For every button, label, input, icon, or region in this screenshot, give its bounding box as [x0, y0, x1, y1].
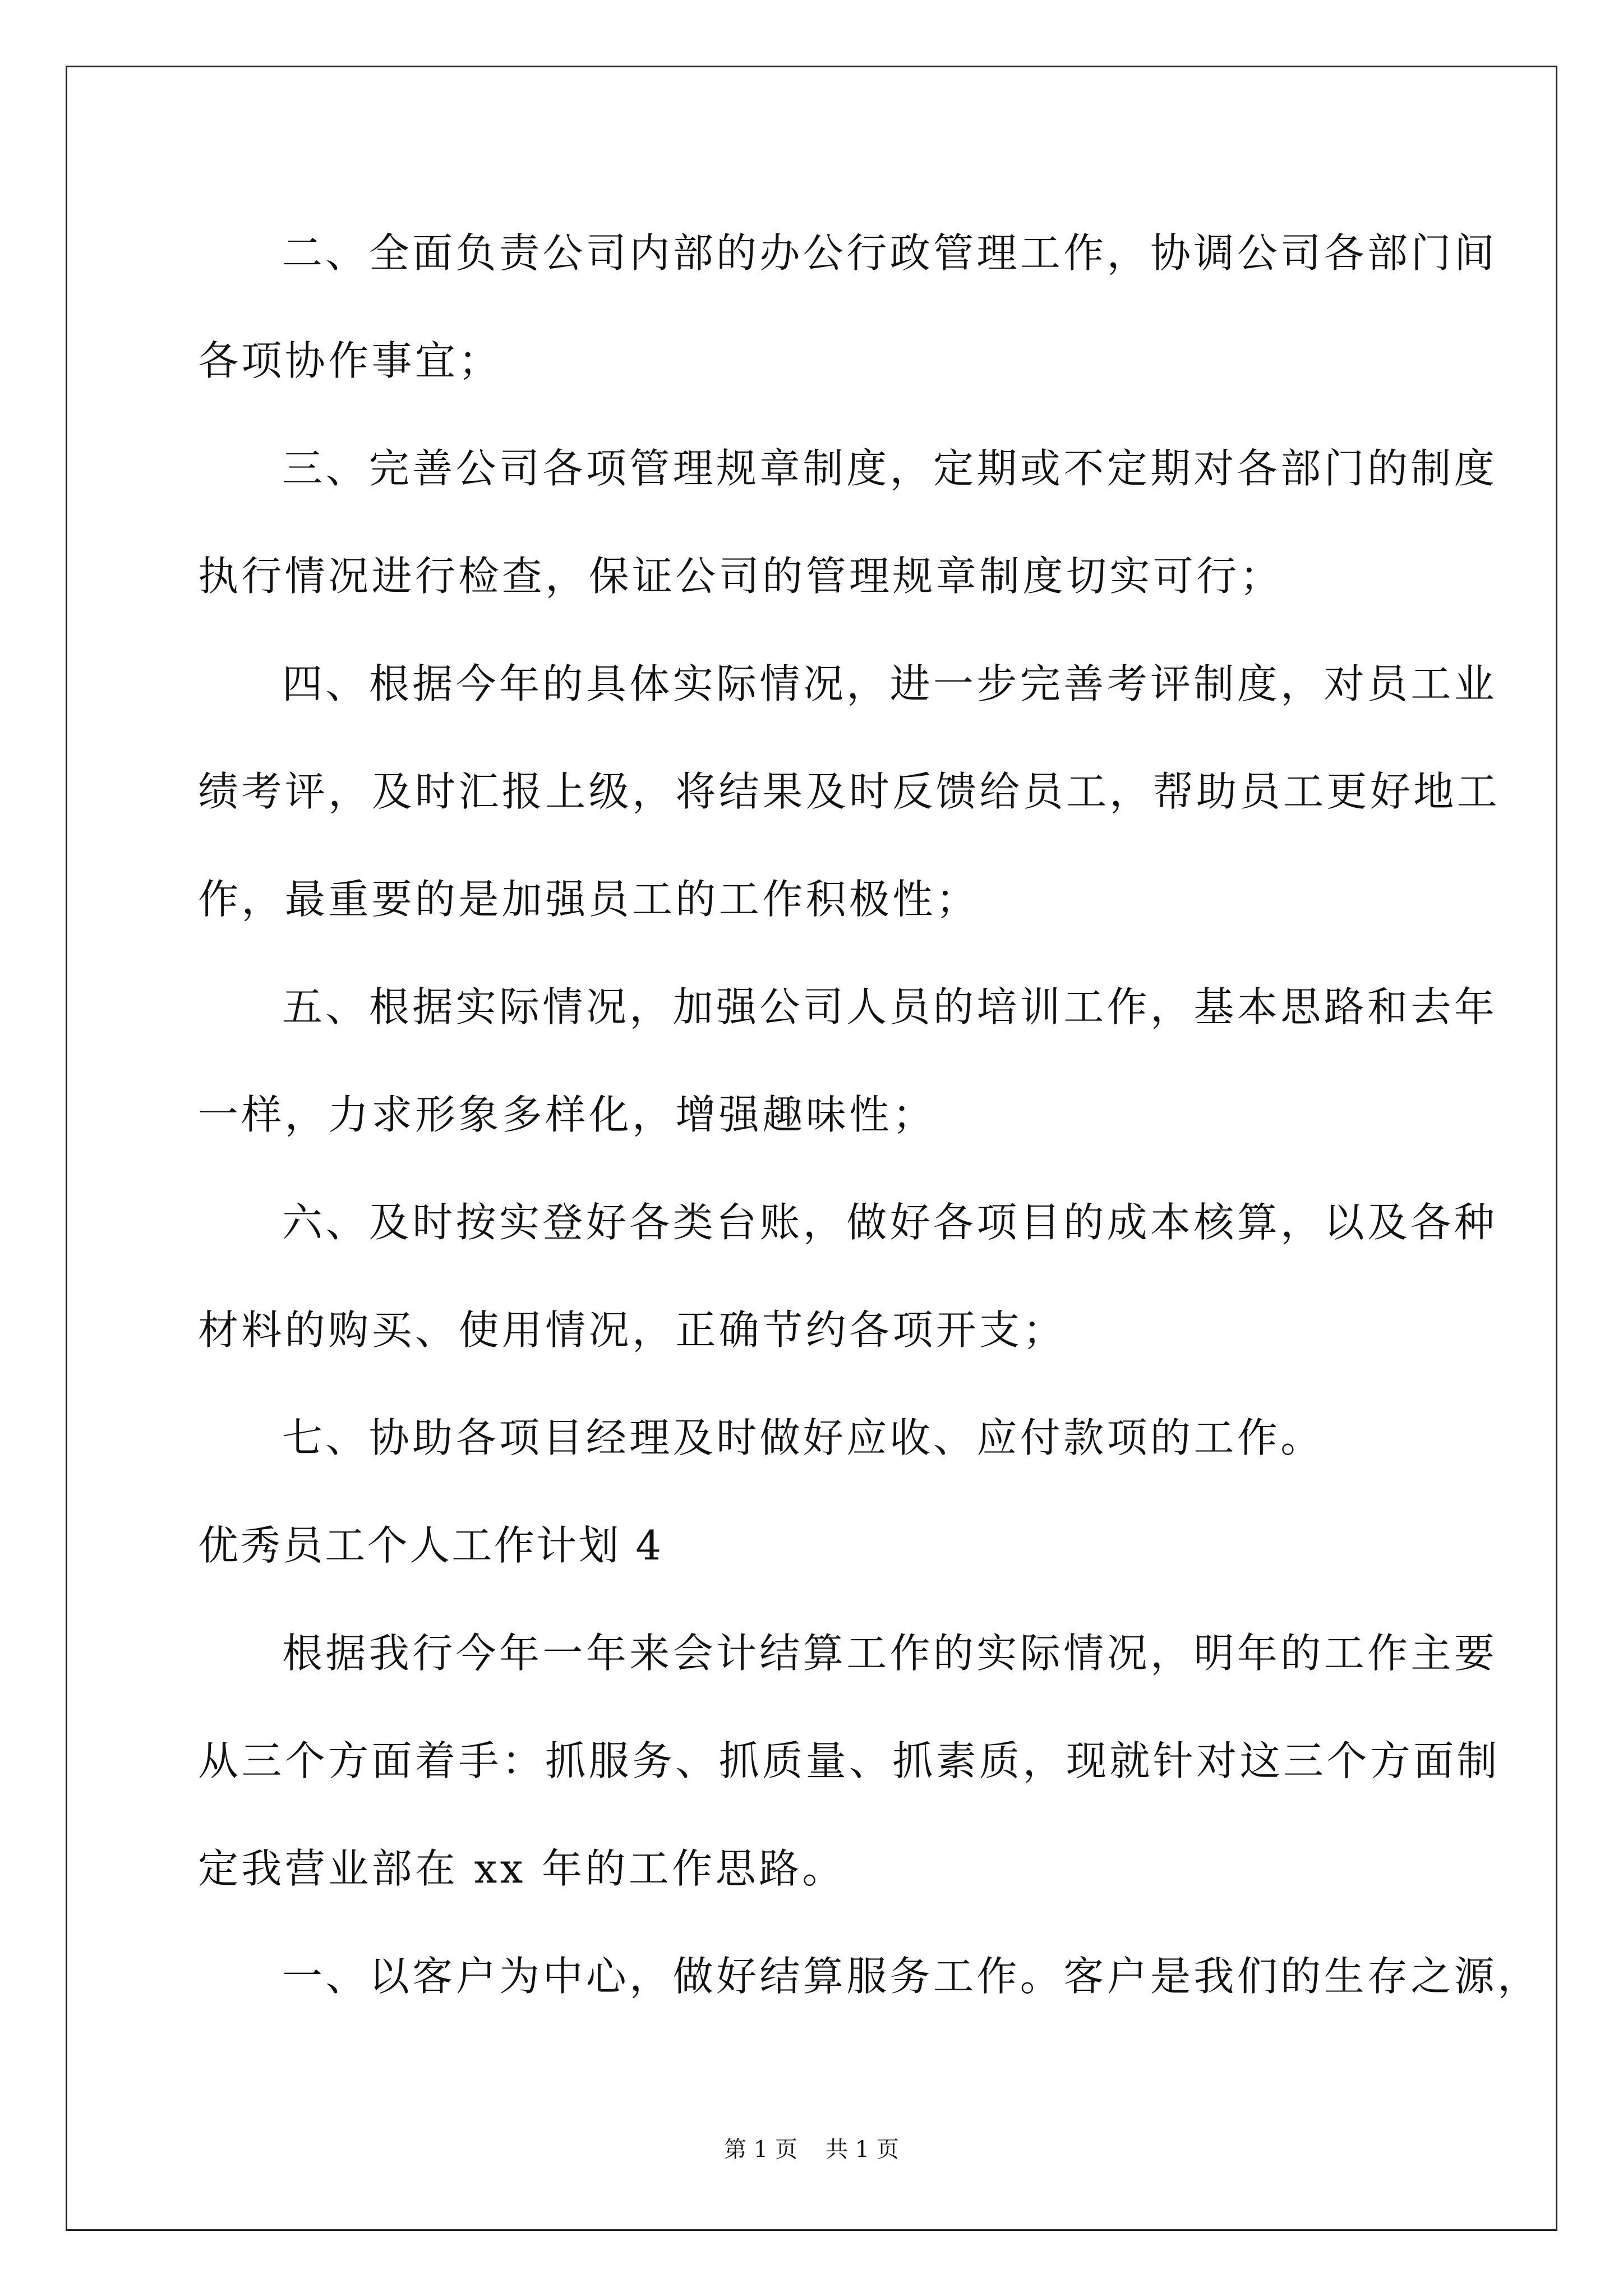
paragraph-line: 从三个方面着手：抓服务、抓质量、抓素质，现就针对这三个方面制: [198, 1737, 1501, 1784]
section-heading: 优秀员工个人工作计划 4: [198, 1522, 663, 1569]
paragraph-line: 四、根据今年的具体实际情况，进一步完善考评制度，对员工业: [282, 660, 1498, 707]
paragraph-line: 一样，力求形象多样化，增强趣味性；: [198, 1091, 936, 1138]
paragraph-line: 绩考评，及时汇报上级，将结果及时反馈给员工，帮助员工更好地工: [198, 768, 1501, 815]
document-body: [198, 199, 1541, 2030]
paragraph-line: 七、协助各项目经理及时做好应收、应付款项的工作。: [282, 1414, 1324, 1461]
page-number: 第 1 页: [724, 2137, 797, 2162]
paragraph-line: 执行情况进行检查，保证公司的管理规章制度切实可行；: [198, 553, 1284, 600]
paragraph-line: 根据我行今年一年来会计结算工作的实际情况，明年的工作主要: [282, 1630, 1498, 1677]
paragraph-line: 五、根据实际情况，加强公司人员的培训工作，基本思路和去年: [282, 983, 1498, 1030]
page-footer: [0, 2136, 1623, 2163]
paragraph-line: 三、完善公司各项管理规章制度，定期或不定期对各部门的制度: [282, 445, 1498, 492]
paragraph-line: 二、全面负责公司内部的办公行政管理工作，协调公司各部门间: [282, 229, 1498, 277]
page-total: 共 1 页: [826, 2137, 899, 2162]
paragraph-line: 定我营业部在 xx 年的工作思路。: [198, 1845, 846, 1892]
paragraph-line: 材料的购买、使用情况，正确节约各项开支；: [198, 1306, 1067, 1354]
paragraph-line: 作，最重要的是加强员工的工作积极性；: [198, 876, 980, 923]
paragraph-line: 六、及时按实登好各类台账，做好各项目的成本核算，以及各种: [282, 1199, 1498, 1246]
paragraph-line: 一、以客户为中心，做好结算服务工作。客户是我们的生存之源，: [282, 1953, 1541, 2000]
paragraph-line: 各项协作事宜；: [198, 337, 502, 384]
